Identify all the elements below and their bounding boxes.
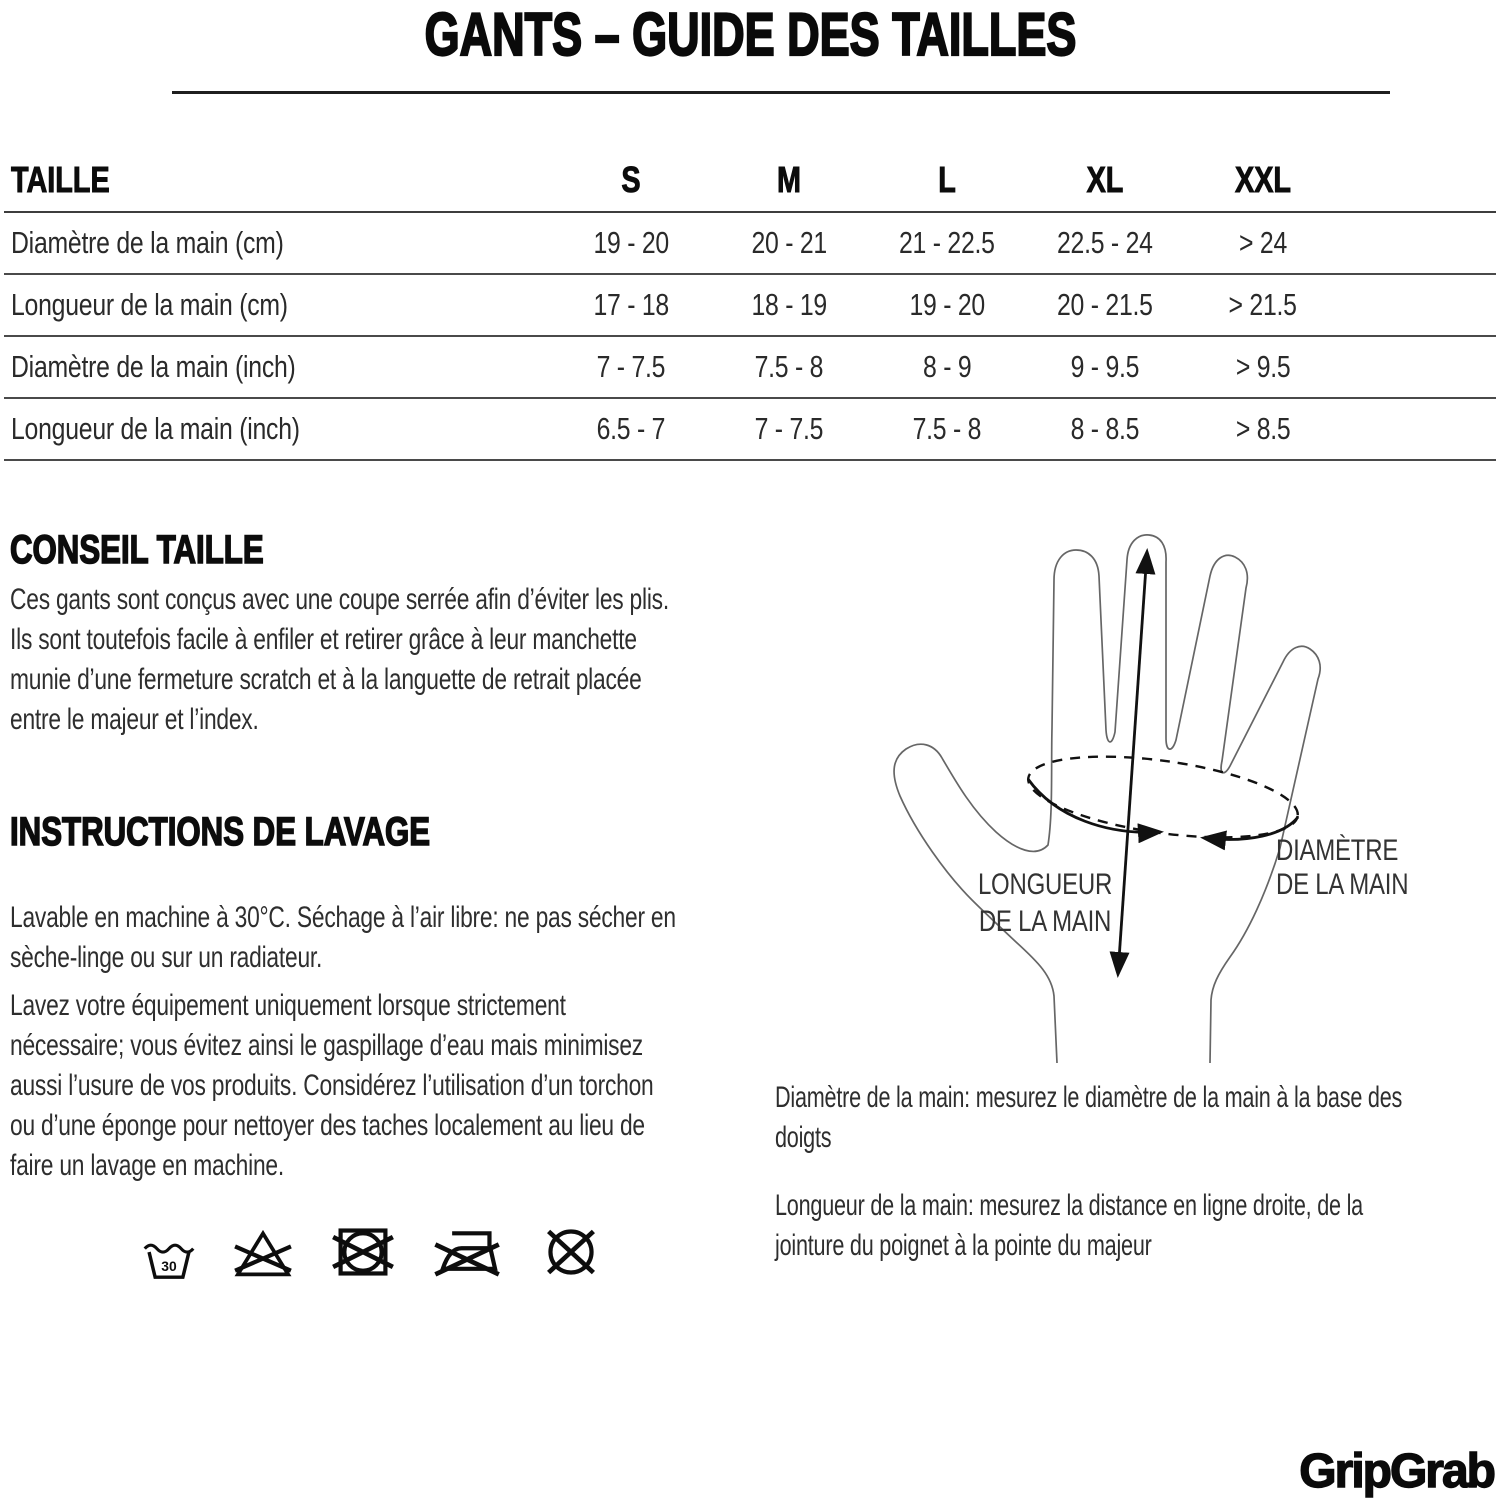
caption-line: Diamètre de la main: mesurez le diamètre de la main à la base des bbox=[775, 1081, 1403, 1114]
size-value: 7.5 - 8 bbox=[912, 411, 982, 446]
do-not-dry-clean-icon bbox=[541, 1224, 601, 1280]
do-not-tumble-dry-icon bbox=[331, 1224, 395, 1280]
gripgrab-logo: GripGrab bbox=[1299, 1445, 1494, 1498]
caption-line: Longueur de la main: mesurez la distance en ligne droite, de la bbox=[775, 1189, 1363, 1222]
size-value: 18 - 19 bbox=[751, 287, 827, 322]
paragraph-line: nécessaire; vous évitez ainsi le gaspillage d’eau mais minimisez bbox=[10, 1029, 643, 1062]
size-value: 20 - 21 bbox=[751, 225, 827, 260]
paragraph-line: entre le majeur et l’index. bbox=[10, 703, 259, 736]
size-value: 19 - 20 bbox=[909, 287, 985, 322]
size-table-title: TAILLE bbox=[11, 158, 110, 200]
cross bbox=[549, 1231, 594, 1272]
paragraph-line: faire un lavage en machine. bbox=[10, 1149, 284, 1182]
size-value: 22.5 - 24 bbox=[1057, 225, 1153, 260]
size-table bbox=[4, 148, 1496, 461]
hand-diagram bbox=[860, 518, 1420, 1066]
table-row bbox=[4, 398, 1496, 460]
lavage-paragraph-1 bbox=[10, 898, 886, 978]
size-value: 17 - 18 bbox=[593, 287, 669, 322]
size-column-header-m: M bbox=[777, 158, 801, 200]
size-value: 7 - 7.5 bbox=[596, 349, 666, 384]
paragraph-line: munie d’une fermeture scratch et à la languette de retrait placée bbox=[10, 663, 642, 696]
iron-handle bbox=[452, 1233, 489, 1246]
lavage-paragraph-2 bbox=[10, 986, 857, 1186]
size-value: 21 - 22.5 bbox=[899, 225, 995, 260]
length-label-line: DE LA MAIN bbox=[978, 905, 1112, 938]
size-column-header-xxl: XXL bbox=[1234, 158, 1291, 200]
cross bbox=[235, 1246, 291, 1270]
diameter-label bbox=[1276, 834, 1408, 902]
size-column-header-xl: XL bbox=[1086, 158, 1124, 200]
length-label bbox=[977, 866, 1113, 940]
paragraph-line: aussi l’usure de vos produits. Considérez l’utilisation d’un torchon bbox=[10, 1069, 654, 1102]
size-value: 8 - 8.5 bbox=[1070, 411, 1140, 446]
row-label: Diamètre de la main (inch) bbox=[11, 349, 296, 384]
size-value: > 8.5 bbox=[1235, 411, 1291, 446]
row-label: Longueur de la main (inch) bbox=[11, 411, 300, 446]
size-value: 7.5 - 8 bbox=[754, 349, 824, 384]
diameter-label-line: DIAMÈTRE bbox=[1276, 834, 1399, 867]
caption-line: doigts bbox=[775, 1121, 832, 1154]
diameter-arrow-left bbox=[1028, 779, 1160, 832]
hand-measurement-figure bbox=[860, 518, 1420, 1066]
paragraph-line: Ces gants sont conçus avec une coupe serrée afin d’éviter les plis. bbox=[10, 583, 669, 616]
water-wave bbox=[145, 1245, 194, 1252]
size-table-header-row bbox=[4, 148, 1496, 212]
size-column-header-s: S bbox=[621, 158, 641, 200]
table-row bbox=[4, 212, 1496, 274]
row-label: Diamètre de la main (cm) bbox=[11, 225, 284, 260]
size-value: 6.5 - 7 bbox=[596, 411, 666, 446]
row-label: Longueur de la main (cm) bbox=[11, 287, 288, 322]
length-caption bbox=[775, 1186, 1500, 1266]
caption-line: jointure du poignet à la pointe du majeur bbox=[775, 1229, 1152, 1262]
do-not-bleach-icon bbox=[233, 1226, 293, 1280]
diameter-label-line: DE LA MAIN bbox=[1276, 868, 1409, 901]
diameter-caption bbox=[775, 1078, 1500, 1158]
hand-outline bbox=[894, 535, 1320, 1063]
paragraph-line: sèche-linge ou sur un radiateur. bbox=[10, 941, 323, 974]
size-value: 9 - 9.5 bbox=[1070, 349, 1140, 384]
size-value: 7 - 7.5 bbox=[754, 411, 824, 446]
paragraph-line: ou d’une éponge pour nettoyer des taches localement au lieu de bbox=[10, 1109, 645, 1142]
paragraph-line: Lavez votre équipement uniquement lorsque strictement bbox=[10, 989, 566, 1022]
size-value: 8 - 9 bbox=[922, 349, 972, 384]
size-value: 19 - 20 bbox=[593, 225, 669, 260]
page-header bbox=[0, 0, 1500, 70]
page-title: GANTS – GUIDE DES TAILLES bbox=[424, 1, 1076, 68]
table-row bbox=[4, 274, 1496, 336]
do-not-iron-icon bbox=[433, 1224, 503, 1280]
conseil-taille-paragraph bbox=[10, 580, 877, 740]
wash-temp-label: 30 bbox=[161, 1258, 177, 1275]
lavage-heading: INSTRUCTIONS DE LAVAGE bbox=[10, 810, 431, 854]
size-value: > 21.5 bbox=[1228, 287, 1298, 322]
size-value: 20 - 21.5 bbox=[1057, 287, 1153, 322]
wash-30-icon bbox=[143, 1238, 195, 1280]
size-value: > 24 bbox=[1239, 225, 1287, 260]
wash-care-icons bbox=[143, 1224, 601, 1280]
title-divider bbox=[172, 91, 1390, 94]
conseil-taille-heading: CONSEIL TAILLE bbox=[10, 528, 264, 572]
length-label-line: LONGUEUR bbox=[977, 868, 1113, 901]
table-row bbox=[4, 336, 1496, 398]
paragraph-line: Ils sont toutefois facile à enfiler et retirer grâce à leur manchette bbox=[10, 623, 637, 656]
size-value: > 9.5 bbox=[1235, 349, 1291, 384]
size-column-header-l: L bbox=[938, 158, 956, 200]
paragraph-line: Lavable en machine à 30°C. Séchage à l’air libre: ne pas sécher en bbox=[10, 901, 676, 934]
